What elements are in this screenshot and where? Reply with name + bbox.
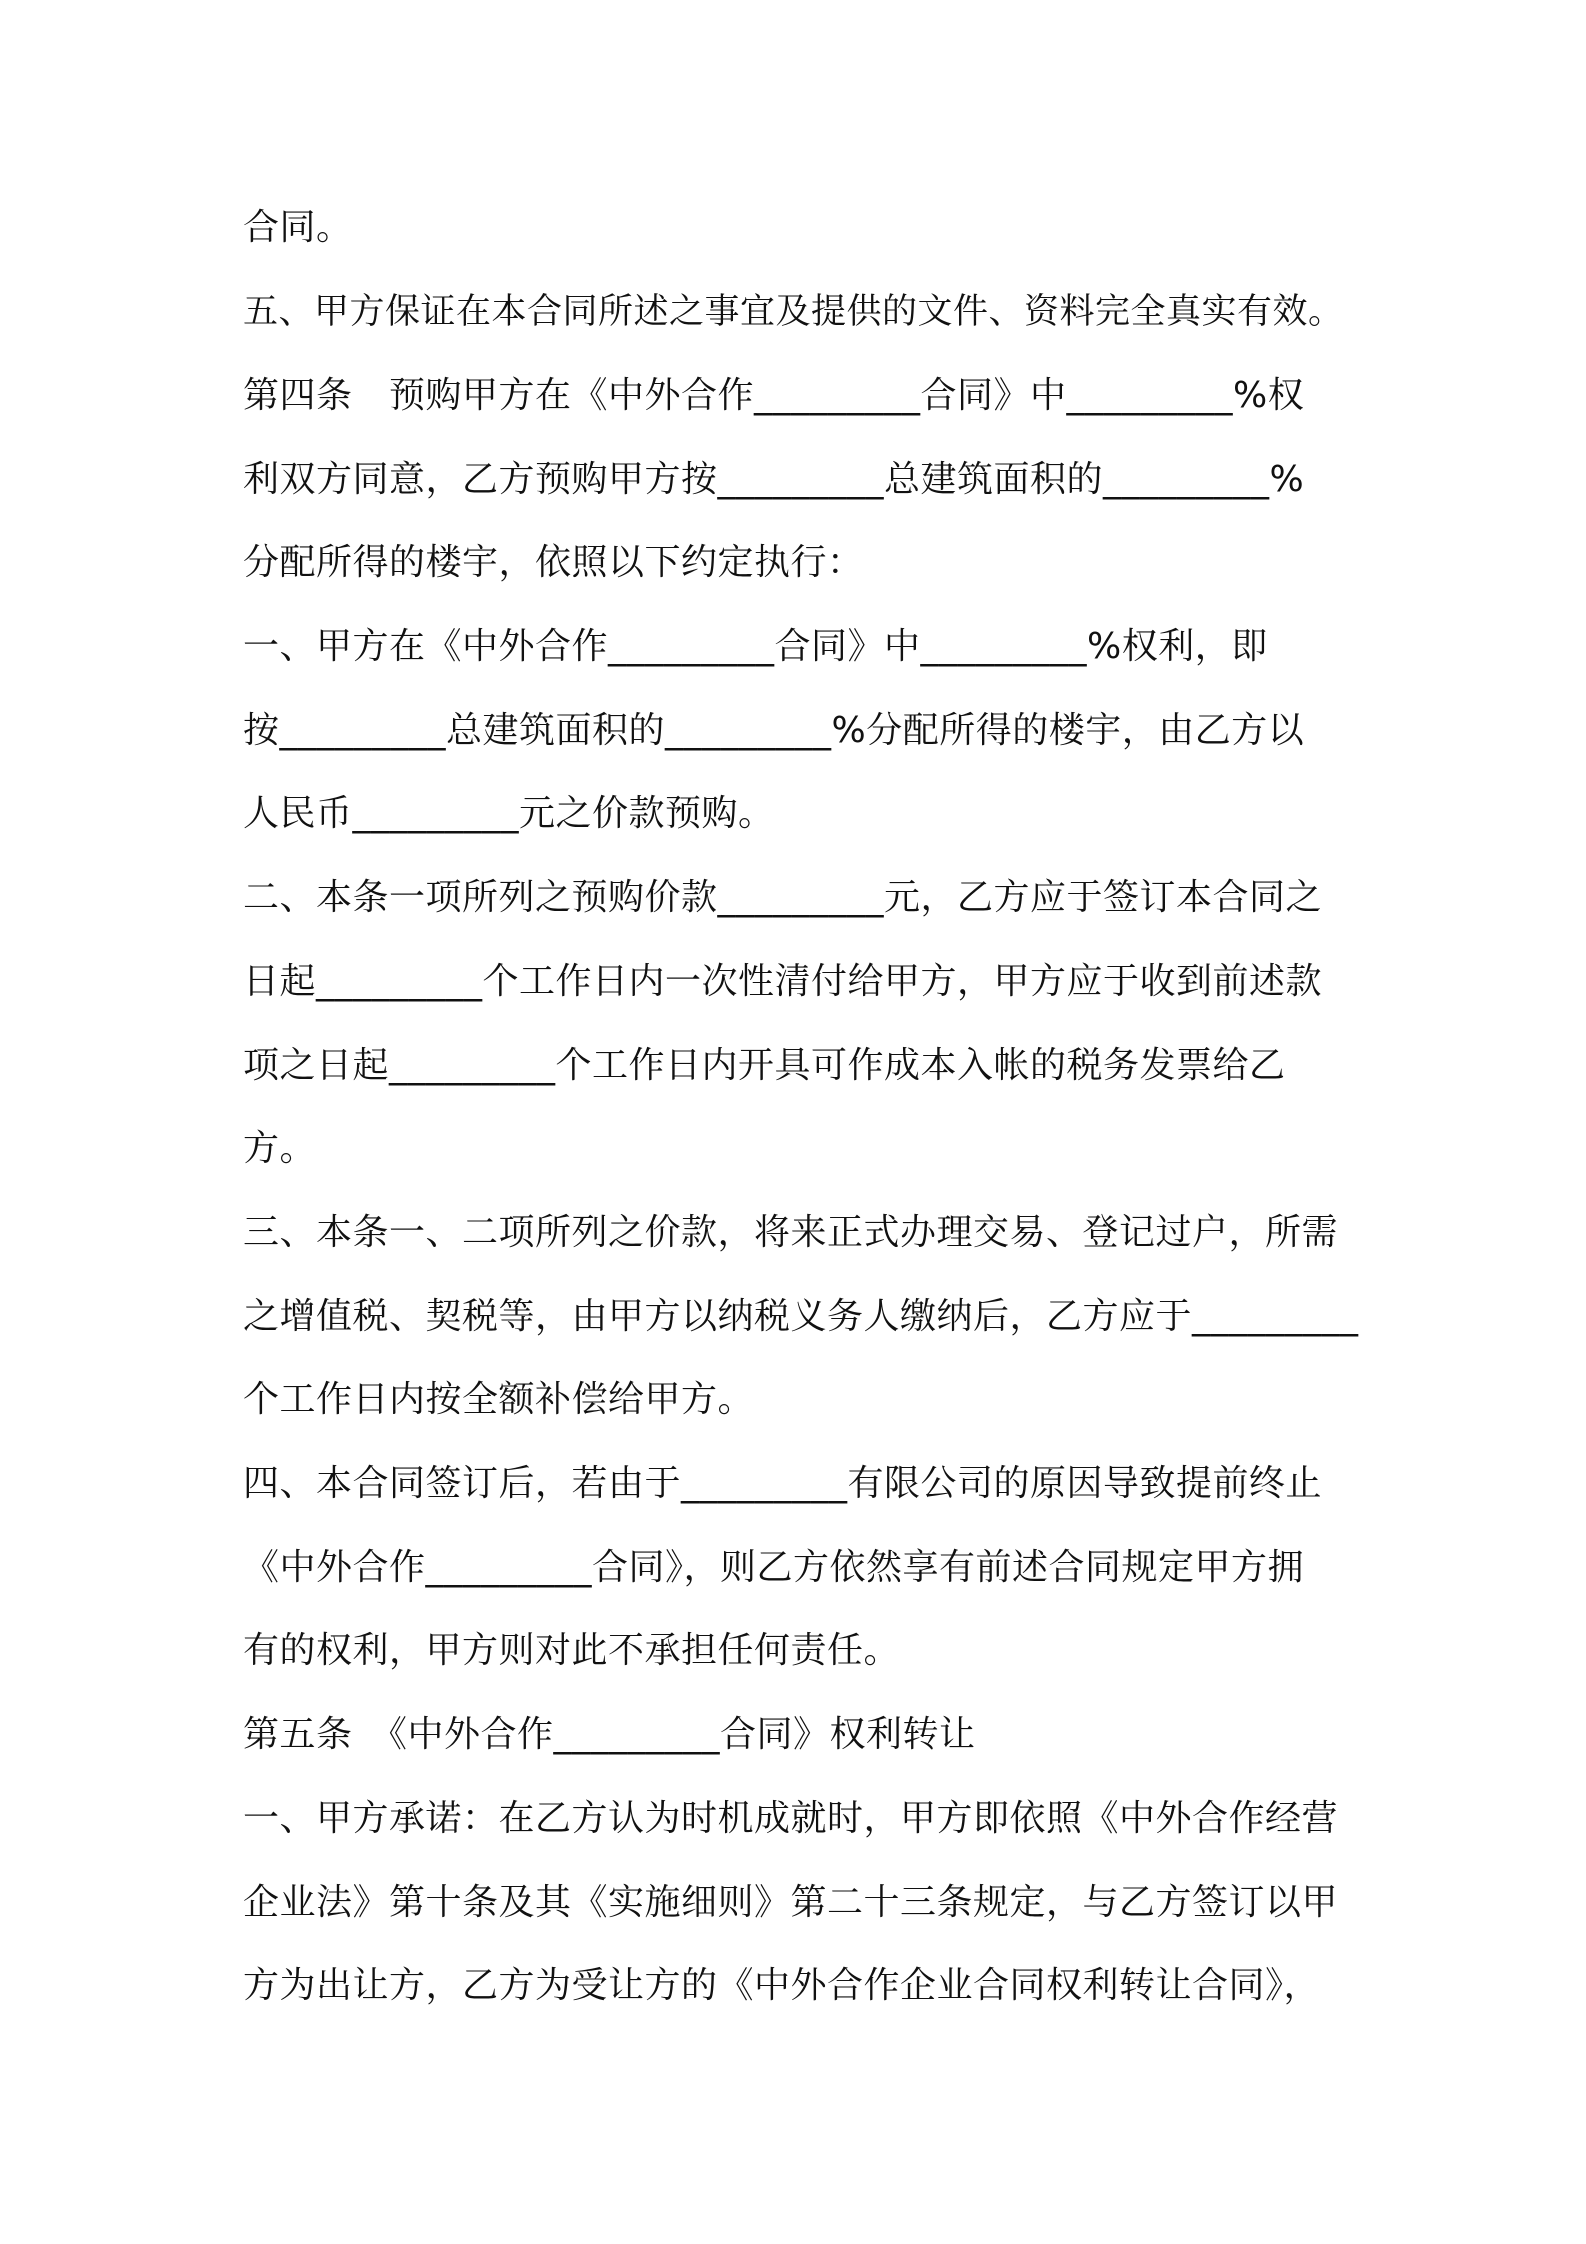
text-line: 按_________总建筑面积的_________%分配所得的楼宇，由乙方以 — [243, 710, 1305, 751]
text-line: 项之日起_________个工作日内开具可作成本入帐的税务发票给乙 — [243, 1045, 1286, 1086]
text-line: 有的权利，甲方则对此不承担任何责任。 — [243, 1630, 901, 1671]
text-line: 第四条 预购甲方在《中外合作_________合同》中_________%权 — [243, 375, 1305, 416]
text-line: 个工作日内按全额补偿给甲方。 — [243, 1379, 755, 1420]
text-line: 合同。 — [243, 207, 353, 248]
text-line: 二、本条一项所列之预购价款_________元，乙方应于签订本合同之 — [243, 877, 1323, 918]
text-line: 分配所得的楼宇，依照以下约定执行： — [243, 542, 864, 583]
text-line: 日起_________个工作日内一次性清付给甲方，甲方应于收到前述款 — [243, 961, 1323, 1002]
text-line: 人民币_________元之价款预购。 — [243, 793, 775, 834]
text-line: 四、本合同签订后，若由于_________有限公司的原因导致提前终止 — [243, 1463, 1323, 1504]
text-line: 利双方同意，乙方预购甲方按_________总建筑面积的_________% — [243, 459, 1305, 500]
text-line: 一、甲方承诺：在乙方认为时机成就时，甲方即依照《中外合作经营 — [243, 1798, 1339, 1839]
text-line: 《中外合作_________合同》，则乙方依然享有前述合同规定甲方拥 — [243, 1547, 1305, 1588]
text-line: 方。 — [243, 1128, 317, 1169]
text-line: 一、甲方在《中外合作_________合同》中_________%权利，即 — [243, 626, 1268, 667]
text-line: 三、本条一、二项所列之价款，将来正式办理交易、登记过户，所需 — [243, 1212, 1339, 1253]
text-line: 之增值税、契税等，由甲方以纳税义务人缴纳后，乙方应于_________ — [243, 1296, 1359, 1337]
text-line: 企业法》第十条及其《实施细则》第二十三条规定，与乙方签订以甲 — [243, 1882, 1339, 1923]
text-line: 五、甲方保证在本合同所述之事宜及提供的文件、资料完全真实有效。 — [243, 292, 1344, 332]
text-line: 方为出让方，乙方为受让方的《中外合作企业合同权利转让合同》， — [243, 1965, 1321, 2006]
text-line: 第五条 《中外合作_________合同》权利转让 — [243, 1714, 976, 1755]
